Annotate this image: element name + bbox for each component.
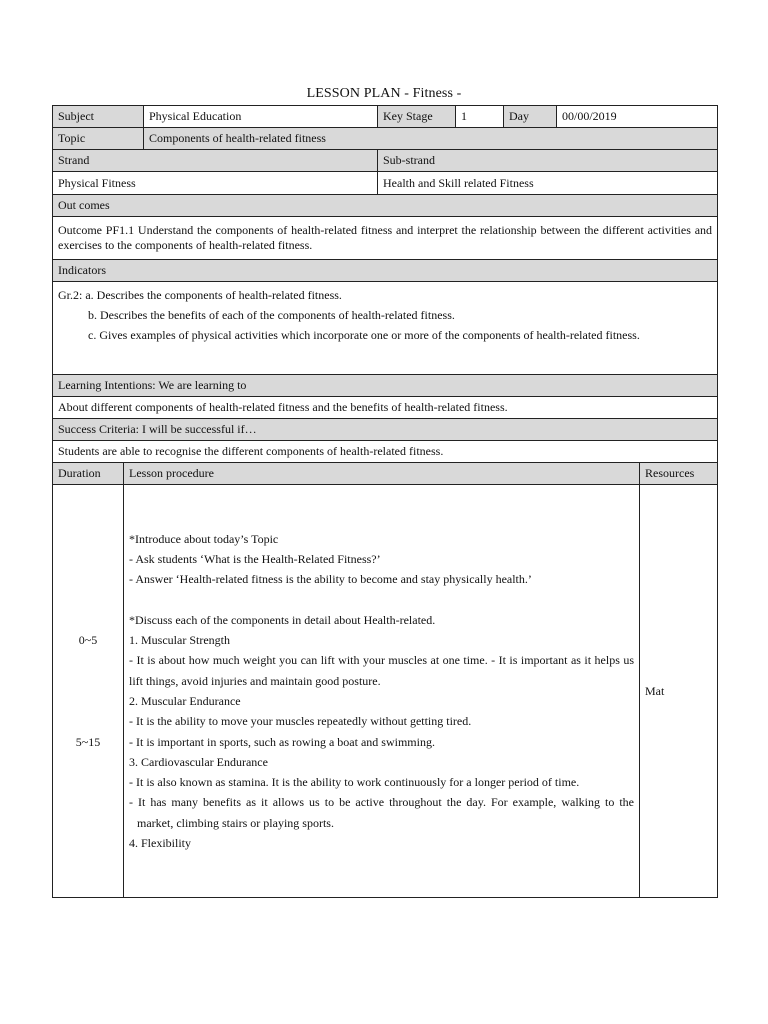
learning-intentions-text: About different components of health-related fitness and the benefits of health-related fitness.: [53, 397, 718, 419]
learning-intentions-label: Learning Intentions: We are learning to: [53, 375, 718, 397]
duration-2: 5~15: [75, 734, 101, 749]
indicator-a: Gr.2: a. Describes the components of health-related fitness.: [58, 288, 342, 302]
topic-value: Components of health-related fitness: [144, 128, 718, 150]
day-value: 00/00/2019: [557, 106, 718, 128]
procedure-cell: [124, 485, 640, 898]
document-title: LESSON PLAN - Fitness -: [306, 86, 462, 101]
resources-value: Mat: [645, 683, 665, 698]
procedure-line: - It is the ability to move your muscles repeatedly without getting tired.: [129, 714, 472, 729]
indicators-body: [53, 282, 718, 375]
resources-cell: [640, 485, 718, 898]
procedure-line: [129, 590, 634, 610]
procedure-line: *Introduce about today’s Topic: [129, 531, 279, 546]
outcomes-label: Out comes: [53, 195, 718, 217]
procedure-line: 1. Muscular Strength: [129, 633, 230, 648]
procedure-line: - It is important in sports, such as rowing a boat and swimming.: [129, 734, 435, 749]
indicator-c: c. Gives examples of physical activities which incorporate one or more of the components of health-related fitness.: [88, 328, 640, 342]
key-stage-value: 1: [456, 106, 504, 128]
success-criteria-text: Students are able to recognise the different components of health-related fitness.: [53, 441, 718, 463]
duration-header: Duration: [53, 463, 124, 485]
duration-1: 0~5: [78, 633, 98, 648]
strand-label: Strand: [53, 150, 378, 172]
procedure-line: - Answer ‘Health-related fitness is the ability to become and stay physically health.’: [129, 572, 532, 587]
procedure-line: 2. Muscular Endurance: [129, 694, 241, 708]
subject-value: Physical Education: [144, 106, 378, 128]
day-label: Day: [504, 106, 557, 128]
procedure-line: - Ask students ‘What is the Health-Related Fitness?’: [129, 551, 381, 566]
topic-label: Topic: [53, 128, 144, 150]
procedure-line: - It is about how much weight you can lift with your muscles at one time. - It is important as it helps us lift things, avoid injuries and maintain good posture.: [129, 653, 634, 688]
procedure-line: - It has many benefits as it allows us to be active throughout the day. For example, walking to the market, climbing stairs or playing sports.: [129, 795, 634, 830]
resources-header: Resources: [640, 463, 718, 485]
strand-value: Physical Fitness: [53, 172, 378, 195]
key-stage-label: Key Stage: [378, 106, 456, 128]
success-criteria-label: Success Criteria: I will be successful if…: [53, 419, 718, 441]
indicator-b: b. Describes the benefits of each of the components of health-related fitness.: [88, 308, 455, 322]
substrand-value: Health and Skill related Fitness: [378, 172, 718, 195]
lesson-plan-table: [52, 105, 718, 898]
procedure-line: - It is also known as stamina. It is the ability to work continuously for a longer period of time.: [129, 775, 580, 790]
indicators-label: Indicators: [53, 260, 718, 282]
duration-cell: [53, 485, 124, 898]
substrand-label: Sub-strand: [378, 150, 718, 172]
procedure-line: 4. Flexibility: [129, 836, 192, 851]
outcomes-text: Outcome PF1.1 Understand the components of health-related fitness and interpret the relationship between the different activities and exercises to the components of health-related fitness.: [53, 217, 718, 260]
procedure-line: 3. Cardiovascular Endurance: [129, 754, 268, 769]
procedure-header: Lesson procedure: [124, 463, 640, 485]
procedure-line: *Discuss each of the components in detail about Health-related.: [129, 612, 436, 627]
subject-label: Subject: [53, 106, 144, 128]
